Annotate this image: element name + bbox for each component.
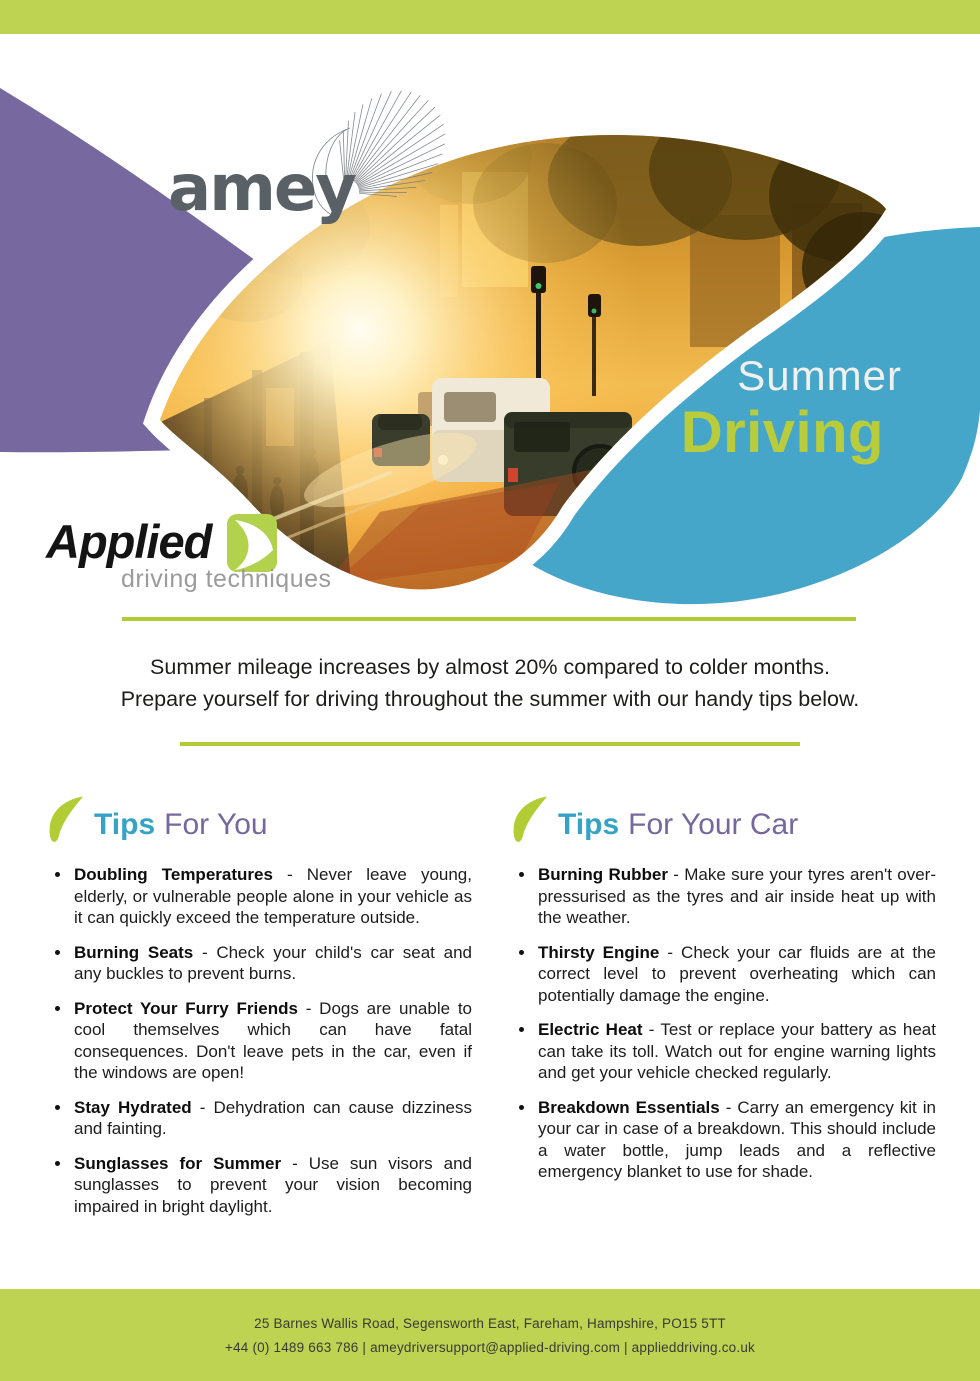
tips-for-you-heading	[48, 790, 472, 842]
list-item	[512, 1019, 936, 1084]
item-body: - Carry an emergency kit in your car in case of a breakdown. This should include a water bottle, jump leads and a reflective emergency blanket to use for shade.	[538, 1097, 936, 1181]
item-title: Burning Seats	[74, 942, 194, 962]
item-title: Breakdown Essentials	[538, 1097, 720, 1117]
intro-line-2: Prepare yourself for driving throughout the summer with our handy tips below.	[120, 687, 860, 711]
item-body: - Dehydration can cause dizziness and fainting.	[74, 1097, 472, 1138]
heading-accent: Tips	[94, 808, 156, 841]
intro-line-1: Summer mileage increases by almost 20% compared to colder months.	[150, 655, 830, 679]
list-item	[512, 864, 936, 929]
divider-top	[122, 617, 856, 621]
bullet-icon	[55, 872, 60, 877]
item-title: Stay Hydrated	[74, 1097, 192, 1117]
title-driving: Driving	[680, 400, 884, 465]
item-body: - Make sure your tyres aren't over-pressurised as the tyres and air inside heat up with the weather.	[538, 865, 936, 927]
item-body: - Check your car fluids are at the correct level to prevent overheating which can potentially damage the engine.	[538, 942, 936, 1005]
tips-for-you-section	[48, 790, 472, 1230]
footer-contact: +44 (0) 1489 663 786 | ameydriversupport@applied-driving.com | applieddriving.co.uk	[225, 1339, 755, 1355]
applied-tagline: driving techniques	[121, 565, 332, 593]
item-body: - Never leave young, elderly, or vulnerable people alone in your vehicle as it can quickly exceed the temperature outside.	[74, 865, 472, 927]
item-title: Sunglasses for Summer	[74, 1153, 282, 1173]
bullet-icon	[55, 1161, 60, 1166]
bullet-icon	[519, 1027, 524, 1032]
leaf-icon	[512, 796, 548, 842]
bullet-icon	[55, 950, 60, 955]
heading-accent: Tips	[558, 808, 620, 841]
title-summer: Summer	[737, 352, 902, 399]
list-item	[48, 864, 472, 929]
list-item	[48, 1097, 472, 1140]
footer-address: 25 Barnes Wallis Road, Segensworth East, Fareham, Hampshire, PO15 5TT	[254, 1315, 726, 1331]
item-title: Burning Rubber	[538, 865, 668, 884]
item-body: - Check your child's car seat and any buckles to prevent burns.	[74, 942, 472, 983]
list-item	[48, 998, 472, 1084]
applied-logo	[46, 512, 376, 597]
item-title: Electric Heat	[538, 1020, 643, 1039]
tips-for-your-car-heading	[512, 790, 936, 842]
item-title: Thirsty Engine	[538, 942, 660, 962]
intro-text	[0, 651, 980, 715]
amey-wordmark: amey	[168, 152, 355, 226]
item-body: - Use sun visors and sunglasses to prevent your vision becoming impaired in bright daylight.	[74, 1153, 472, 1216]
item-body: - Dogs are unable to cool themselves which can have fatal consequences. Don't leave pets in the car, even if the windows are open!	[74, 998, 473, 1082]
bullet-icon	[519, 950, 524, 955]
list-item	[48, 1153, 472, 1218]
list-item	[512, 942, 936, 1007]
leaf-icon	[48, 796, 84, 842]
applied-wordmark: Applied	[46, 515, 212, 568]
bullet-icon	[519, 1105, 524, 1110]
item-title: Protect Your Furry Friends	[74, 998, 298, 1018]
bullet-icon	[55, 1105, 60, 1110]
tips-for-your-car-section	[512, 790, 936, 1196]
item-body: - Test or replace your battery as heat can take its toll. Watch out for engine warning lights and get your vehicle checked regularly.	[538, 1020, 936, 1082]
footer-bar	[0, 1289, 980, 1381]
list-item	[512, 1097, 936, 1183]
item-title: Doubling Temperatures	[74, 865, 273, 884]
heading-rest: For Your Car	[628, 808, 799, 841]
heading-rest: For You	[164, 808, 268, 841]
divider-bottom	[180, 742, 800, 746]
bullet-icon	[55, 1006, 60, 1011]
list-item	[48, 942, 472, 985]
bullet-icon	[519, 872, 524, 877]
